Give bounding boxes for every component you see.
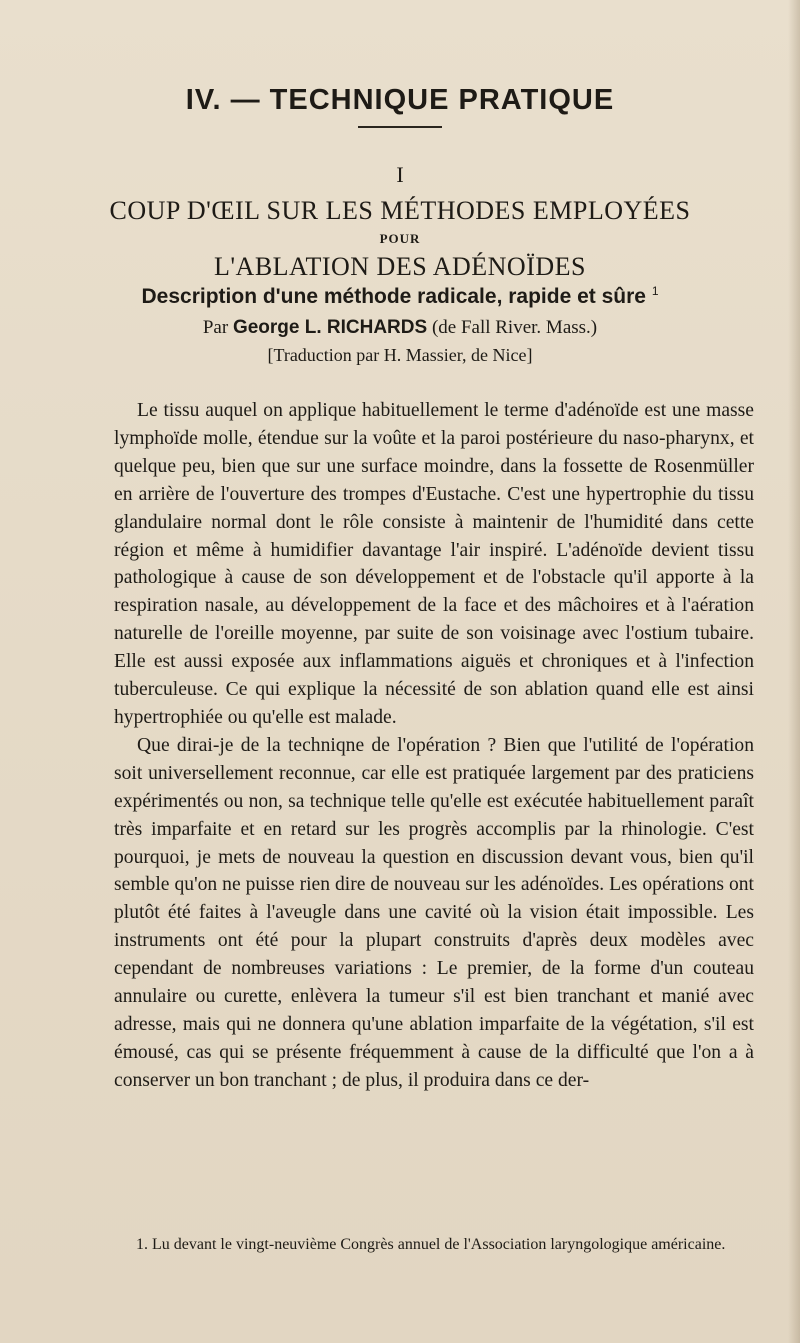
byline-prefix: Par	[202, 317, 229, 338]
subtitle-text: Description d'une méthode radicale, rapide et sûre	[141, 285, 646, 308]
title-rule	[358, 126, 442, 128]
footnote	[114, 1233, 754, 1256]
byline	[0, 317, 800, 339]
body-paragraph-2: Que dirai-je de la techniqne de l'opération ? Bien que l'utilité de l'opération soit universellement reconnue, car elle est pratiquée largement par des praticiens expérimentés ou non, sa technique telle qu'elle est exécutée habituellement paraît très imparfaite et en retard sur les progrès accomplis par la rhinologie. C'est pourquoi, je mets de nouveau la question en discussion devant vous, bien qu'il semble qu'on ne puisse rien dire de nouveau sur les adénoïdes. Les opérations ont plutôt été faites à l'aveugle dans une cavité où la vision était impossible. Les instruments ont été pour la plupart construits d'après deux modèles avec cependant de nombreuses variations : Le premier, de la forme d'un couteau annulaire ou curette, enlèvera la tumeur s'il est bien tranchant et manié avec adresse, mais qui ne donnera qu'une ablation imparfaite de la végétation, s'il est émousé, cas qui se présente fréquemment à cause de la difficulté que l'on a à conserver un bon tranchant ; de plus, il produira dans ce der-	[114, 734, 754, 1091]
article-title-line-2: POUR	[379, 231, 421, 246]
footnote-marker: 1	[651, 284, 659, 298]
article-subtitle	[0, 284, 800, 309]
chapter-number: I	[396, 162, 404, 187]
author-affiliation: (de Fall River. Mass.)	[431, 317, 598, 338]
section-title: IV. — TECHNIQUE PRATIQUE	[185, 84, 615, 116]
article-body	[114, 397, 754, 1095]
translation-credit: [Traduction par H. Massier, de Nice]	[267, 345, 533, 365]
author-name: George L. RICHARDS	[232, 317, 428, 338]
article-title-line-3: L'ABLATION DES ADÉNOÏDES	[213, 252, 586, 281]
footnote-text: 1. Lu devant le vingt-neuvième Congrès annuel de l'Association laryngologique américaine.	[136, 1236, 726, 1253]
article-title-line-1: COUP D'ŒIL SUR LES MÉTHODES EMPLOYÉES	[109, 196, 691, 225]
body-paragraph-1: Le tissu auquel on applique habituellement le terme d'adénoïde est une masse lymphoïde molle, étendue sur la voûte et la paroi postérieure du naso-pharynx, et quelque peu, bien que sur une surface moindre, dans la fossette de Rosenmüller en arrière de l'ouverture des trompes d'Eustache. C'est une hypertrophie du tissu glandulaire normal dont le rôle consiste à maintenir de l'humidité dans cette région et même à humidifier davantage l'air inspiré. L'adénoïde devient tissu pathologique à cause de son développement et de l'obstacle qu'il apporte à la respiration nasale, au développement de la face et des mâchoires et à l'aération naturelle de l'oreille moyenne, par suite de son voisinage avec l'ostium tubaire. Elle est aussi exposée aux inflammations aiguës et chroniques et à l'infection tuberculeuse. Ce qui explique la nécessité de son ablation quand elle est ainsi hypertrophiée ou qu'elle est malade.	[114, 400, 754, 728]
